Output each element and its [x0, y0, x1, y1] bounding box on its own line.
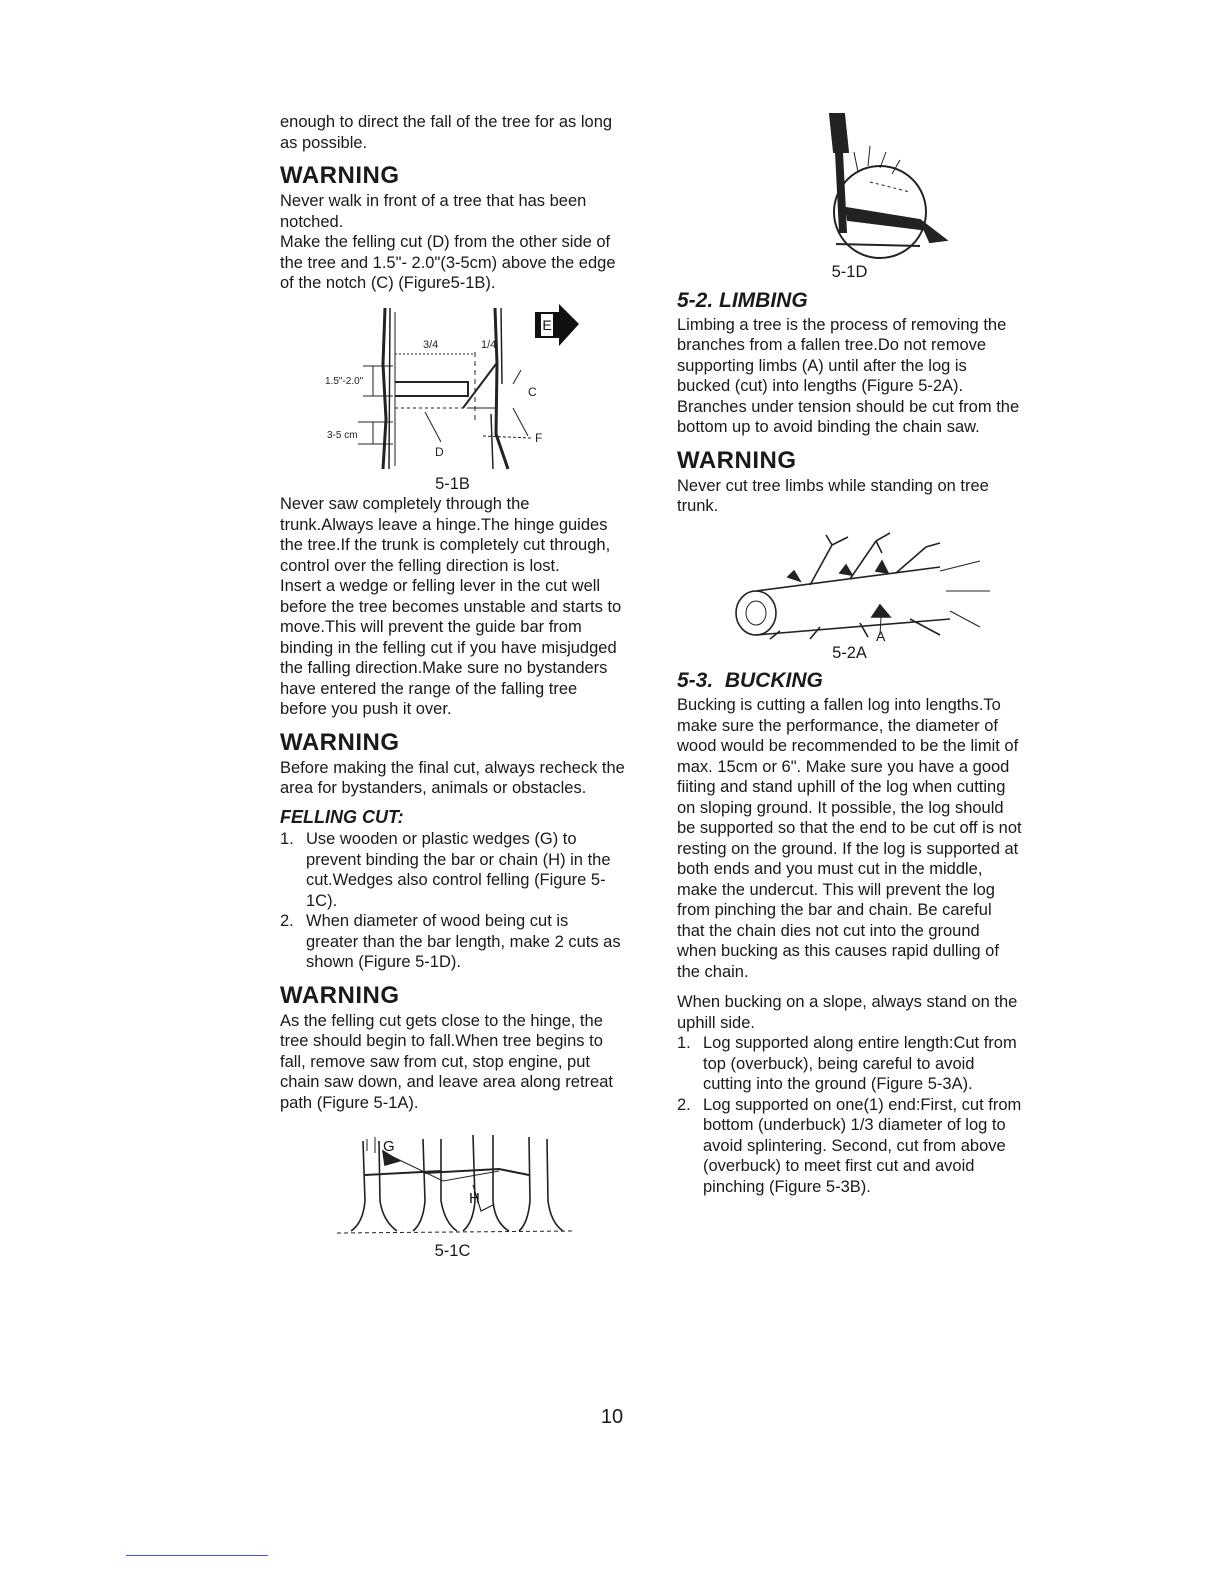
label-three-quarter: 3/4: [422, 338, 438, 351]
felling-cut-heading: FELLING CUT:: [280, 806, 404, 827]
figure-5-2a-caption: 5-2A: [832, 643, 867, 662]
warning-4-text: Never cut tree limbs while standing on tree trunk.: [677, 476, 989, 515]
figure-5-2a: [700, 531, 1000, 643]
warning-heading-4: WARNING: [677, 446, 797, 474]
list-number: 1.: [677, 1034, 691, 1052]
list-number: 2.: [280, 912, 294, 930]
list-text: When diameter of wood being cut is greater than the bar length, make 2 cuts as shown (Figure 5-1D).: [306, 912, 621, 971]
list-text: Use wooden or plastic wedges (G) to prevent binding the bar or chain (H) in the cut.Wedges also control felling (Figure 5-1C).: [306, 830, 611, 910]
list-text: Log supported on one(1) end:First, cut from bottom (underbuck) 1/3 diameter of log to avoid splintering. Second, cut from above (overbuck) to meet first cut and avoid pinching (Figure 5-3B).: [703, 1095, 1022, 1196]
label-g: G: [382, 1138, 395, 1155]
warning-1-text-a: Never walk in front of a tree that has been notched.: [280, 192, 587, 231]
figure-5-1b-caption: 5-1B: [435, 474, 470, 493]
label-e: E: [541, 316, 552, 333]
warning-heading-3: WARNING: [280, 981, 400, 1009]
label-c: C: [527, 384, 537, 399]
list-text: Log supported along entire length:Cut from top (overbuck), being careful to avoid cutting into the ground (Figure 5-3A).: [703, 1034, 1017, 1093]
figure-5-1c: [323, 1131, 583, 1241]
limbing-heading: 5-2. LIMBING: [677, 288, 808, 312]
warning-heading-1: WARNING: [280, 162, 400, 189]
label-one-quarter: 1/4: [480, 338, 496, 351]
page-number: 10: [600, 1406, 624, 1428]
limbing-text-a: Limbing a tree is the process of removing the branches from a fallen tree.Do not remove supporting limbs (A) until after the log is bucked (cut) into lengths (Figure 5-2A).: [677, 315, 1007, 395]
figure-5-1d: [750, 112, 950, 262]
bucking-heading: 5-3. BUCKING: [677, 669, 823, 692]
warning-1-text-b: Make the felling cut (D) from the other side of the tree and 1.5"- 2.0"(3-5cm) above the edge of the notch (C) (Figure5-1B).: [280, 233, 616, 292]
list-number: 1.: [280, 830, 294, 848]
list-item: [280, 829, 625, 911]
wedge-text: Insert a wedge or felling lever in the cut well before the tree becomes unstable and starts to move.This will prevent the guide bar from binding in the felling cut if you have misjudged the falling direction.Make sure no bystanders have entered the range of the falling tree before you push it over.: [280, 577, 622, 718]
warning-heading-2: WARNING: [280, 728, 400, 756]
footer-divider: [126, 1555, 268, 1556]
hinge-text: Never saw completely through the trunk.Always leave a hinge.The hinge guides the tree.If the trunk is completely cut through, control over the felling direction is lost.: [280, 495, 611, 575]
bucking-text-a: Bucking is cutting a fallen log into lengths.To make sure the performance, the diameter of wood would be recommended to be the limit of max. 15cm or 6". Make sure you have a good fiiting and stand uphill of the log when cutting on sloping ground. It possible, the log should be supported so that the end to be cut off is not resting on the ground. If the log is supported at both ends and you must cut in the middle, make the undercut. This will prevent the log from pinching the bar and chain. Be careful that the chain dies not cut into the ground when bucking as this causes rapid dulling of the chain.: [677, 696, 1022, 981]
intro-text: enough to direct the fall of the tree for as long as possible.: [280, 113, 613, 152]
label-d: D: [434, 444, 444, 459]
right-column: [677, 112, 1022, 1197]
label-h: H: [468, 1190, 480, 1207]
felling-cut-list: [280, 829, 625, 973]
list-item: [677, 1033, 1022, 1095]
warning-3-text: As the felling cut gets close to the hinge, the tree should begin to fall.When tree begins to fall, remove saw from cut, stop engine, put chain saw down, and leave area along retreat path (Figure 5-1A).: [280, 1011, 613, 1112]
label-a: A: [875, 627, 885, 643]
limbing-text-b: Branches under tension should be cut from the bottom up to avoid binding the chain saw.: [677, 397, 1020, 436]
left-column: [280, 112, 625, 1262]
list-item: [280, 911, 625, 973]
figure-5-1c-caption: 5-1C: [434, 1242, 471, 1260]
label-cm-range: 3-5 cm: [326, 429, 358, 441]
list-item: [677, 1095, 1022, 1198]
label-f: F: [534, 430, 542, 445]
figure-5-1d-caption: 5-1D: [831, 263, 868, 281]
label-inch-range: 1.5"-2.0": [324, 375, 363, 387]
bucking-text-b: When bucking on a slope, always stand on the uphill side.: [677, 993, 1018, 1032]
warning-2-text: Before making the final cut, always recheck the area for bystanders, animals or obstacles.: [280, 758, 625, 797]
figure-5-1b: [303, 304, 603, 474]
list-number: 2.: [677, 1095, 691, 1114]
bucking-list: [677, 1033, 1022, 1197]
